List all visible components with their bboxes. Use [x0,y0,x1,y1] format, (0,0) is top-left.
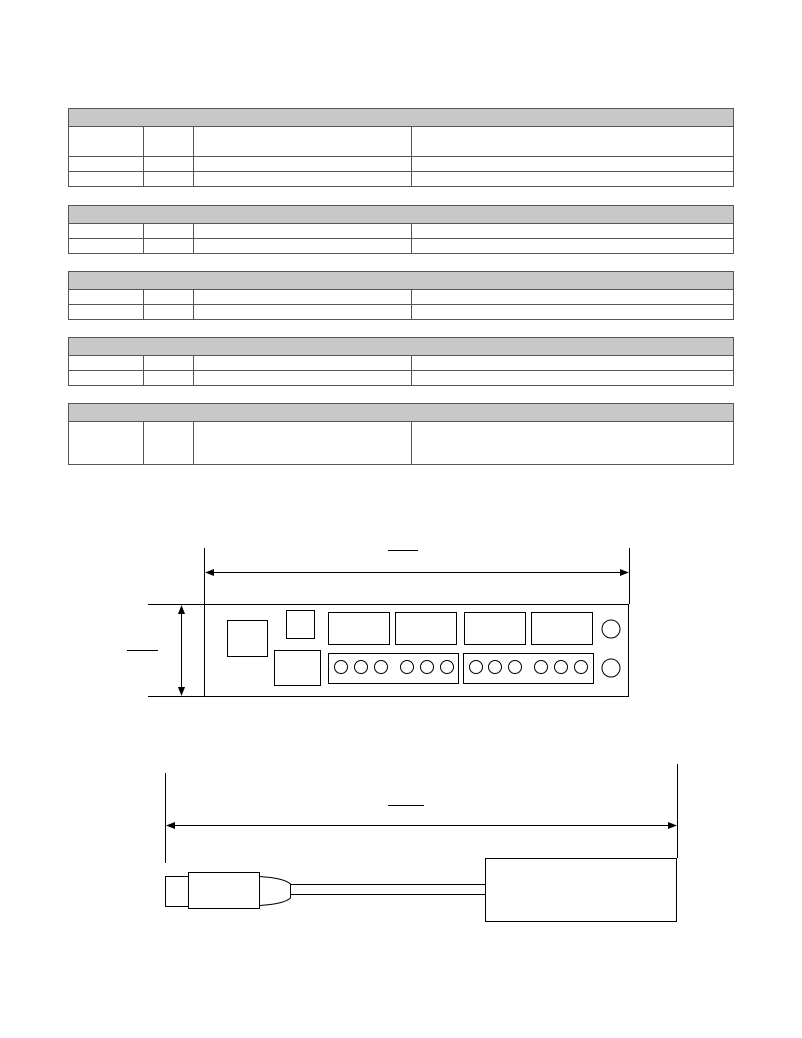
panel-outline [205,605,629,697]
plug-tip [166,877,189,907]
port-jack [575,661,588,674]
usb-port [275,651,321,686]
plug-body [189,873,260,909]
led-window [396,613,457,645]
mounting-hole [602,620,620,638]
port-jack [470,661,483,674]
cable-diagram [166,764,678,922]
power-connector [228,621,268,657]
port-jacks [335,661,588,674]
led-window [329,613,390,645]
port-jack [355,661,368,674]
port-jack [375,661,388,674]
mounting-hole [602,659,620,677]
led-window [532,613,593,645]
port-jack [555,661,568,674]
strain-relief [260,877,291,906]
led-window [465,613,526,645]
reset-button [287,611,315,639]
front-panel-diagram [127,548,630,697]
port-jack [441,661,454,674]
port-jack [401,661,414,674]
port-jack [335,661,348,674]
port-group-right [464,654,594,684]
port-jack [489,661,502,674]
device-box [486,859,677,922]
port-jack [535,661,548,674]
port-jack [509,661,522,674]
port-group-left [329,654,459,684]
port-jack [421,661,434,674]
